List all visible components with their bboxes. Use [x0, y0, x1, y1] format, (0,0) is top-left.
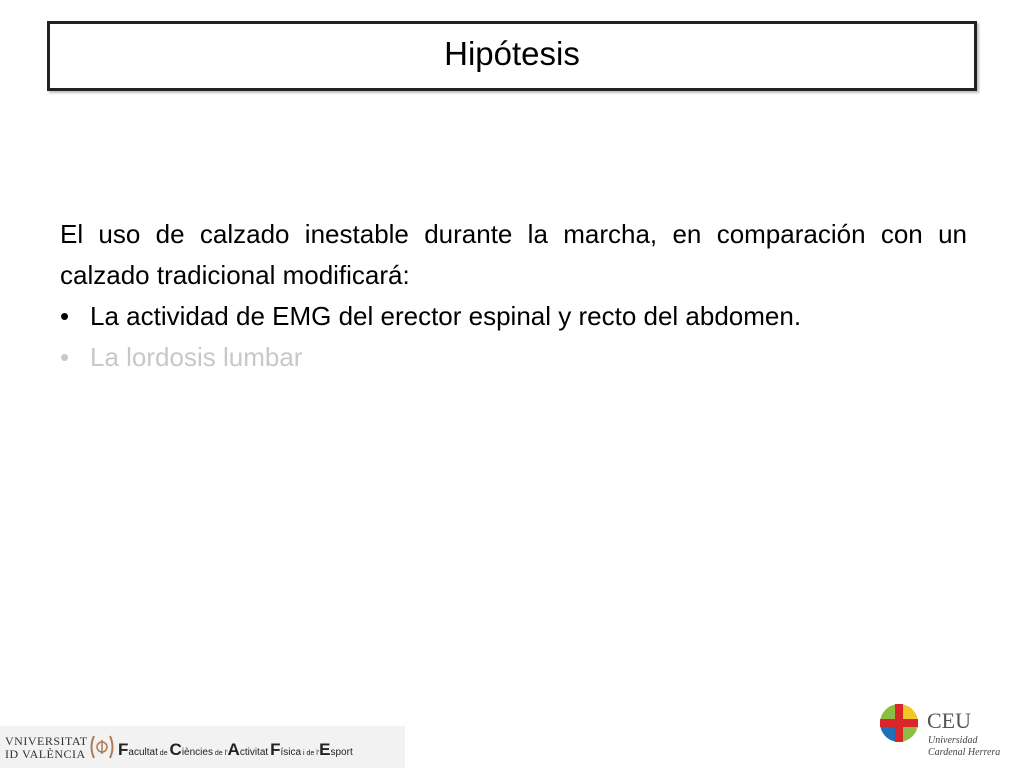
university-name-line1: VNIVERSITAT	[5, 734, 88, 748]
bullet-marker: •	[60, 301, 70, 331]
faculty-word-initial: A	[227, 740, 240, 759]
faculty-connector: i de l'	[301, 750, 320, 757]
university-faculty-logo-banner	[0, 726, 405, 768]
university-name-line2: ID VALÈNCIA	[5, 747, 86, 761]
faculty-word-rest: ctivitat	[239, 747, 269, 758]
ceu-subtitle-line2: Cardenal Herrera	[928, 747, 1001, 758]
slide-body	[60, 214, 967, 378]
intro-paragraph: El uso de calzado inestable durante la marcha, en comparación con un calzado tradicional modificará:	[60, 219, 967, 290]
university-name	[5, 735, 88, 761]
faculty-word-initial: F	[118, 740, 129, 759]
faculty-word-rest: ísica	[280, 747, 302, 758]
faculty-word-rest: sport	[330, 747, 353, 758]
faculty-word-rest: iències	[181, 747, 213, 758]
ceu-cross-logo-icon	[879, 703, 919, 743]
university-seal-icon	[88, 734, 116, 760]
bullet-text: La actividad de EMG del erector espinal y recto del abdomen.	[90, 301, 802, 331]
faculty-word-initial: C	[169, 740, 182, 759]
ceu-subtitle-line1: Universidad	[928, 735, 978, 746]
bullet-text: La lordosis lumbar	[90, 342, 303, 372]
bullet-item-dimmed	[60, 337, 967, 378]
ceu-subtitle	[928, 735, 1000, 759]
bullet-marker: •	[60, 342, 70, 372]
ceu-name: CEU	[927, 708, 971, 733]
faculty-connector: de	[157, 750, 170, 757]
faculty-word-initial: F	[270, 740, 281, 759]
faculty-name	[118, 740, 353, 760]
faculty-connector: de l'	[212, 750, 228, 757]
bullet-item	[60, 296, 967, 337]
slide-title: Hipótesis	[444, 35, 580, 72]
slide-title-box	[47, 21, 977, 91]
faculty-word-initial: E	[319, 740, 331, 759]
faculty-word-rest: acultat	[128, 747, 158, 758]
